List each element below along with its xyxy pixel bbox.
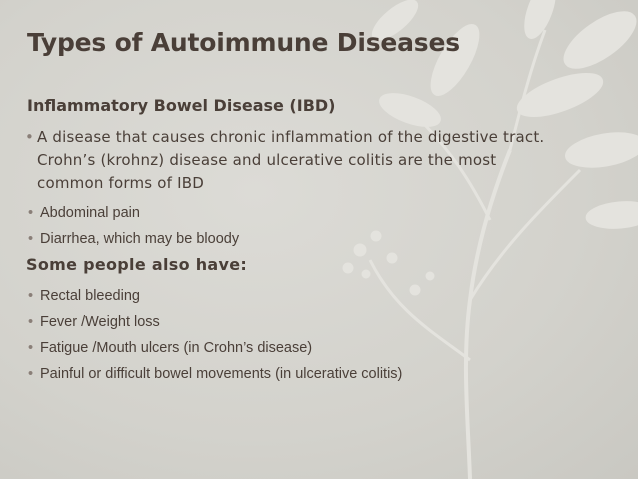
symptom-list: [28, 200, 239, 252]
bullet-icon: •: [28, 205, 34, 221]
list-item: [28, 335, 402, 361]
list-item: [28, 361, 402, 387]
page-title: Types of Autoimmune Diseases: [27, 28, 460, 57]
list-item-label: Abdominal pain: [40, 205, 140, 221]
bullet-icon: •: [28, 288, 34, 304]
list-item-label: Fatigue /Mouth ulcers (in Crohn’s disease): [40, 340, 313, 356]
list-item: [28, 283, 402, 309]
list-item: [28, 226, 239, 252]
paragraph-line: A disease that causes chronic inflammation of the digestive tract.: [37, 128, 545, 146]
list-item: [28, 309, 402, 335]
paragraph-line: common forms of IBD: [37, 174, 204, 192]
list-item-label: Rectal bleeding: [40, 288, 140, 304]
bullet-icon: •: [28, 314, 34, 330]
extra-symptom-list: [28, 283, 402, 387]
secondary-heading: Some people also have:: [26, 255, 248, 274]
bullet-icon: •: [28, 340, 34, 356]
list-item-label: Painful or difficult bowel movements (in ulcerative colitis): [40, 366, 403, 382]
list-item-label: Diarrhea, which may be bloody: [40, 231, 240, 247]
list-item-label: Fever /Weight loss: [40, 314, 160, 330]
paragraph-line: Crohn’s (krohnz) disease and ulcerative colitis are the most: [37, 151, 497, 169]
section-subtitle: Inflammatory Bowel Disease (IBD): [27, 96, 336, 115]
intro-paragraph: [25, 126, 625, 195]
bullet-icon: •: [28, 366, 34, 382]
bullet-icon: •: [28, 231, 34, 247]
list-item: [28, 200, 239, 226]
bullet-icon: •: [25, 128, 35, 146]
